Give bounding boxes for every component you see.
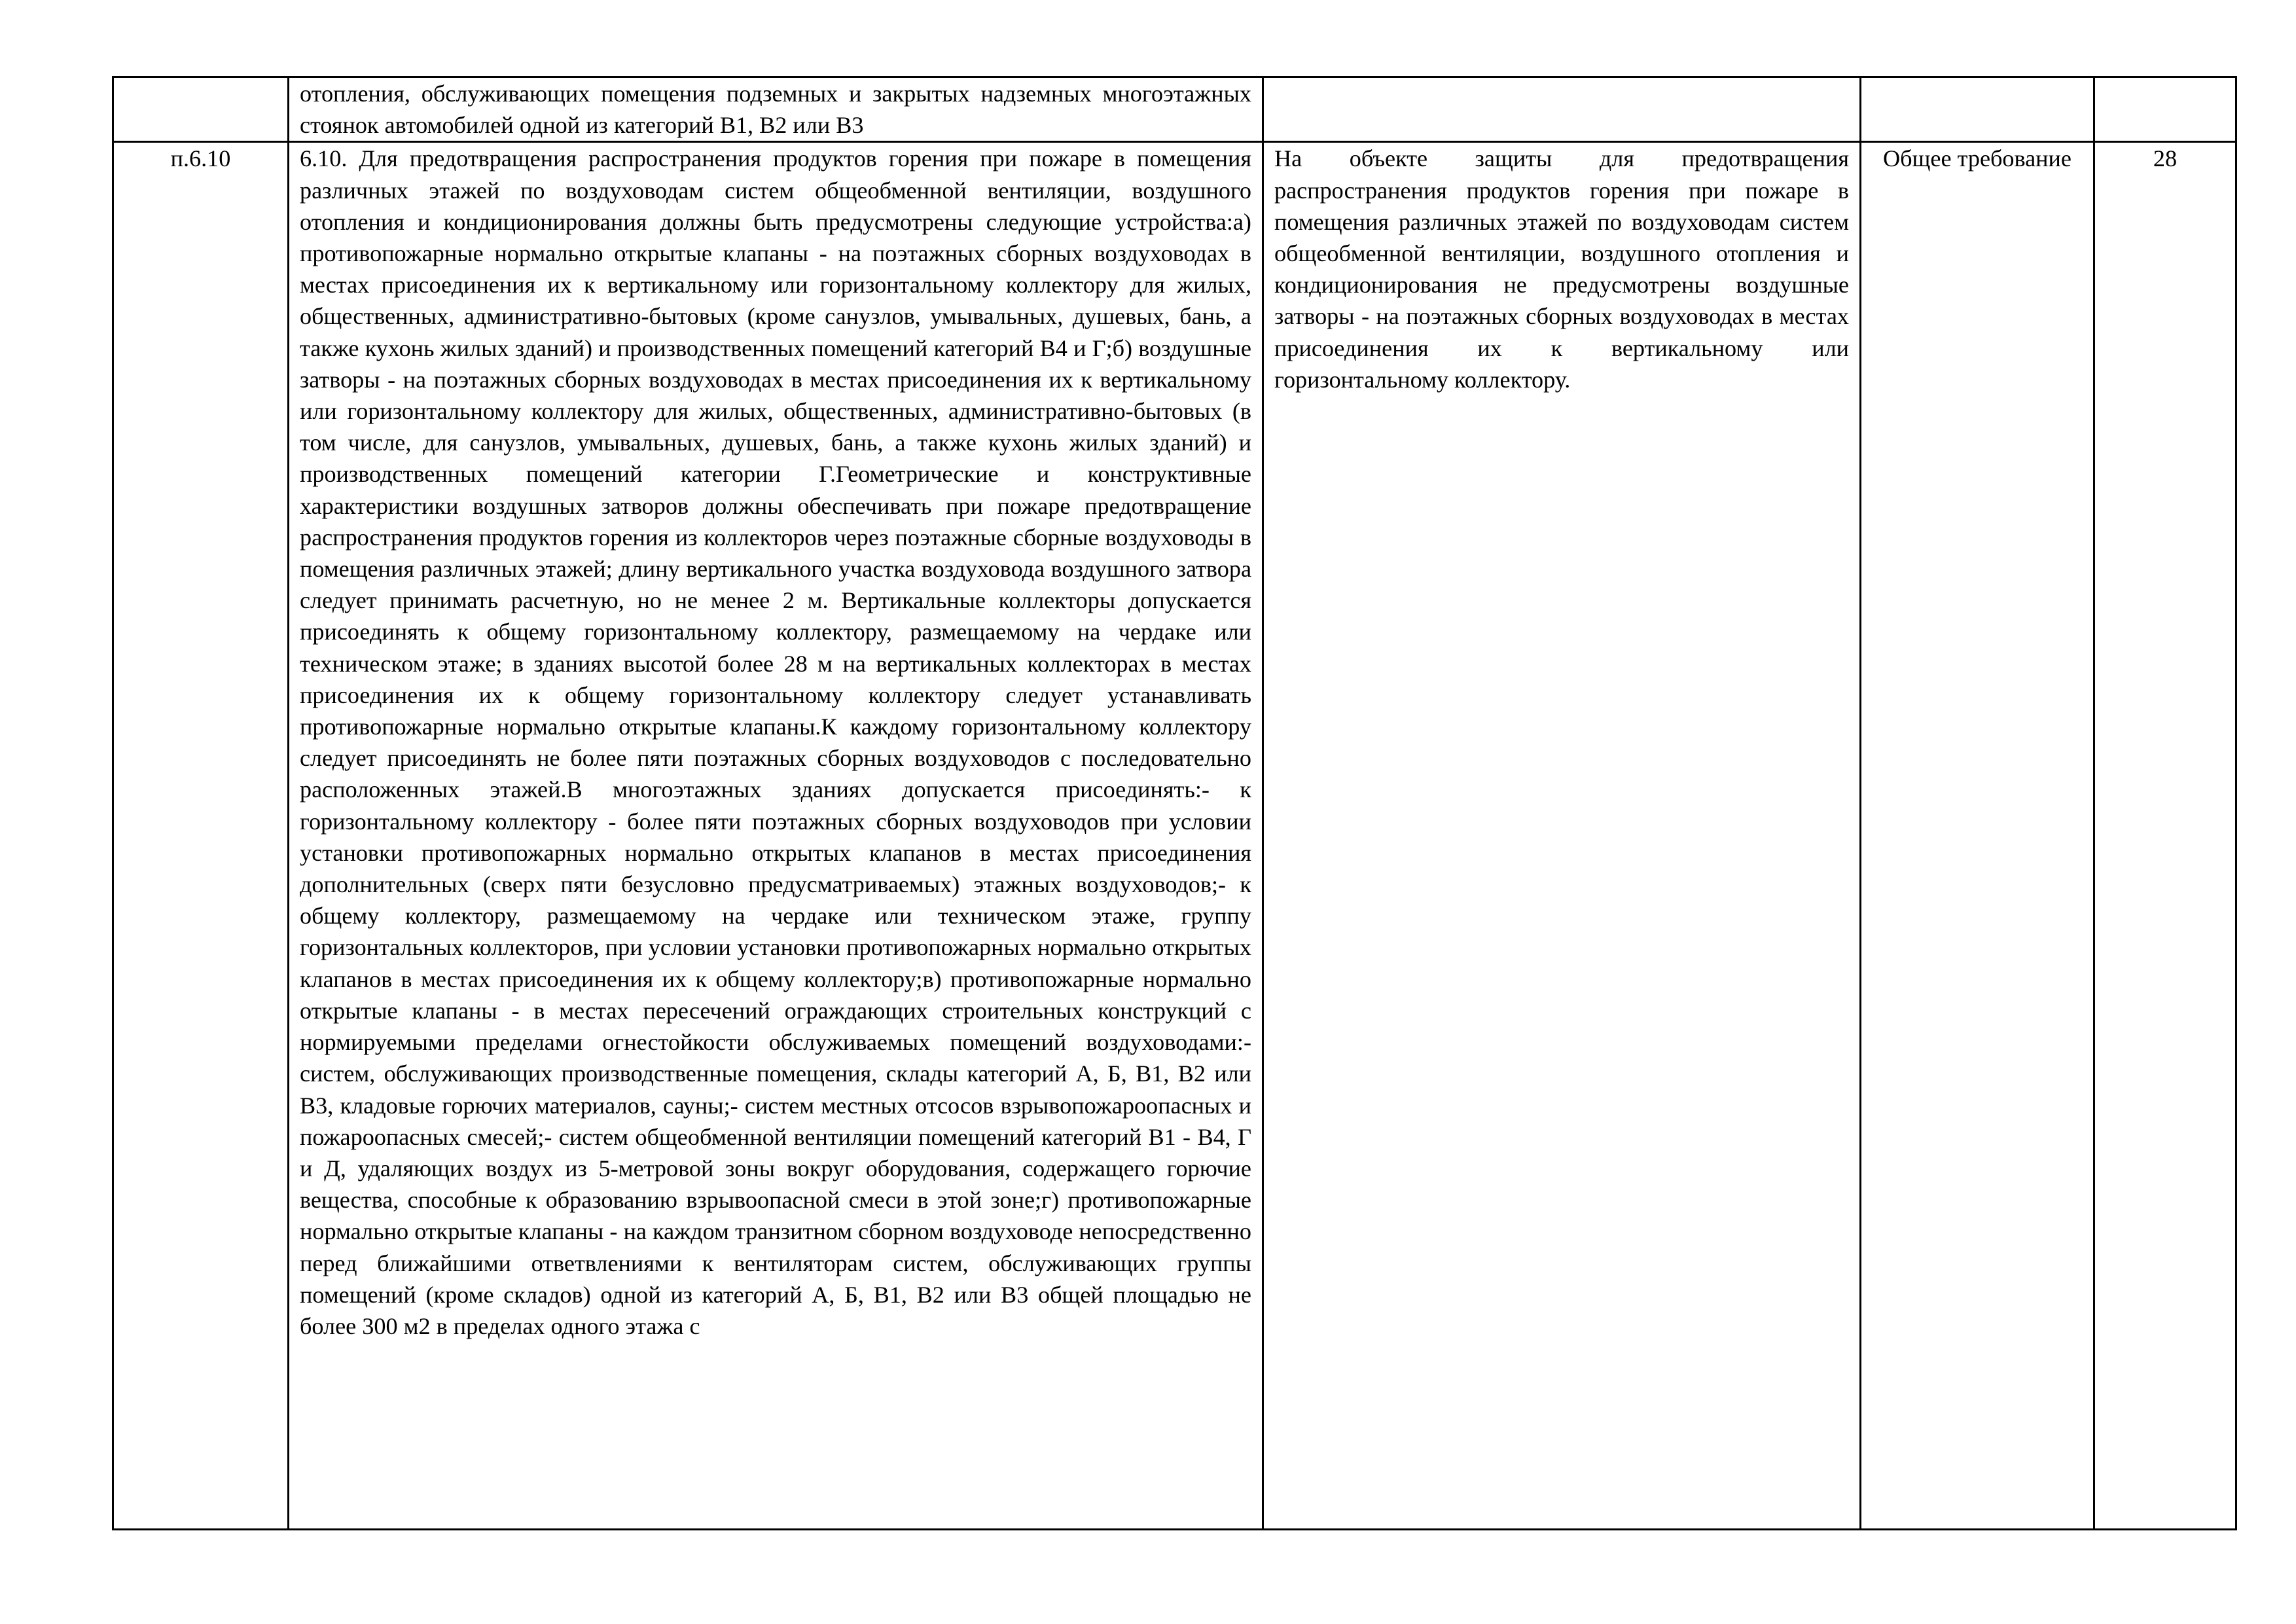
- violation-description-cell: [1263, 77, 1861, 142]
- table-row: [113, 77, 2236, 142]
- requirement-text-cell: 6.10. Для предотвращения распространения продуктов горения при пожаре в помещения различных этажей по воздуховодам систем общеобменной вентиляции, воздушного отопления и кондиционирования должны быть предусмотрены следующие устройства:а) противопожарные нормально открытые клапаны - на поэтажных сборных воздуховодах в местах присоединения их к вертикальному или горизонтальному коллектору для жилых, общественных, административно-бытовых (кроме санузлов, умывальных, душевых, бань, а также кухонь жилых зданий) и производственных помещений категорий В4 и Г;б) воздушные затворы - на поэтажных сборных воздуховодах в местах присоединения их к вертикальному или горизонтальному коллектору для жилых, общественных, административно-бытовых (в том числе, для санузлов, умывальных, душевых, бань, а также кухонь жилых зданий) и производственных помещений категории Г.Геометрические и конструктивные характеристики воздушных затворов должны обеспечивать при пожаре предотвращение распространения продуктов горения из коллекторов через поэтажные сборные воздуховоды в помещения различных этажей; длину вертикального участка воздуховода воздушного затвора следует принимать расчетную, но не менее 2 м. Вертикальные коллекторы допускается присоединять к общему горизонтальному коллектору, размещаемому на чердаке или техническом этаже; в зданиях высотой более 28 м на вертикальных коллекторах в местах присоединения их к общему горизонтальному коллектору следует устанавливать противопожарные нормально открытые клапаны.К каждому горизонтальному коллектору следует присоединять не более пяти поэтажных сборных воздуховодов с последовательно расположенных этажей.В многоэтажных зданиях допускается присоединять:- к горизонтальному коллектору - более пяти поэтажных сборных воздуховодов при условии установки противопожарных нормально открытых клапанов в местах присоединения дополнительных (сверх пяти безусловно предусматриваемых) этажных воздуховодов;- к общему коллектору, размещаемому на чердаке или техническом этаже, группу горизонтальных коллекторов, при условии установки противопожарных нормально открытых клапанов в местах присоединения их к общему коллектору;в) противопожарные нормально открытые клапаны - в местах пересечений ограждающих строительных конструкций с нормируемыми пределами огнестойкости обслуживаемых помещений воздуховодами:- систем, обслуживающих производственные помещения, склады категорий А, Б, В1, В2 или В3, кладовые горючих материалов, сауны;- систем местных отсосов взрывопожароопасных и пожароопасных смесей;- систем общеобменной вентиляции помещений категорий В1 - В4, Г и Д, удаляющих воздух из 5-метровой зоны вокруг оборудования, содержащего горючие вещества, способные к образованию взрывоопасной смеси в этой зоне;г) противопожарные нормально открытые клапаны - на каждом транзитном сборном воздуховоде непосредственно перед ближайшими ответвлениями к вентиляторам систем, обслуживающих группы помещений (кроме складов) одной из категорий А, Б, В1, В2 или В3 общей площадью не более 300 м2 в пределах одного этажа с: [289, 142, 1263, 1530]
- violation-description-cell: На объекте защиты для предотвращения распространения продуктов горения при пожаре в помещения различных этажей по воздуховодам систем общеобменной вентиляции, воздушного отопления и кондиционирования не предусмотрены воздушные затворы - на поэтажных сборных воздуховодах в местах присоединения их к вертикальному или горизонтальному коллектору.: [1263, 142, 1861, 1530]
- requirement-text-cell: отопления, обслуживающих помещения подземных и закрытых надземных многоэтажных стоянок автомобилей одной из категорий В1, В2 или В3: [289, 77, 1263, 142]
- row-number-cell: 28: [2094, 142, 2236, 1530]
- requirement-type-cell: Общее требование: [1861, 142, 2094, 1530]
- clause-number-cell: п.6.10: [113, 142, 289, 1530]
- requirements-table: [112, 76, 2237, 1530]
- requirement-type-cell: [1861, 77, 2094, 142]
- clause-number-cell: [113, 77, 289, 142]
- table-row: [113, 142, 2236, 1530]
- row-number-cell: [2094, 77, 2236, 142]
